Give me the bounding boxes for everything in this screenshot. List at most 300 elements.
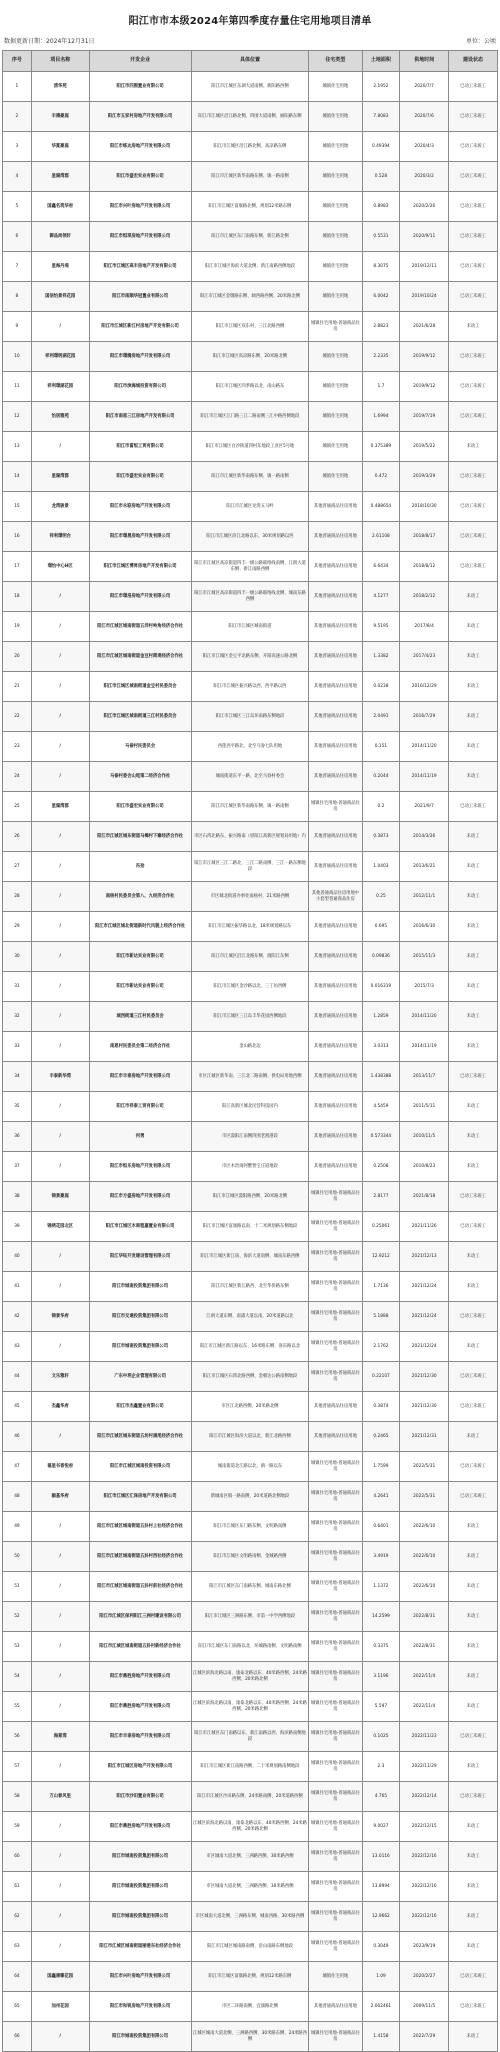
cell-location: 市区木贵岗阿蟹智宝庄道地段 <box>191 1152 309 1182</box>
cell-status: 未动工 <box>449 312 498 342</box>
cell-type: 其他普通商品住房用地 <box>309 822 362 852</box>
cell-date: 2022/12/15 <box>400 1812 449 1842</box>
cell-developer: 阳江市江城区房地产开发有限公司 <box>89 1752 191 1782</box>
cell-index: 53 <box>3 1632 32 1662</box>
cell-status: 未动工 <box>449 1422 498 1452</box>
cell-developer: 阳江市新达实业有限公司 <box>89 942 191 972</box>
cell-area: 5.1888 <box>362 1302 400 1332</box>
cell-project: 清华苑 <box>31 72 89 102</box>
cell-status: 已动工未竣工 <box>449 372 498 402</box>
cell-developer: 阳江市盛宏实业有限公司 <box>89 792 191 822</box>
cell-date: 2022/6/10 <box>400 1572 449 1602</box>
cell-developer: 阳江市城南投资集团有限公司 <box>89 1902 191 1932</box>
cell-developer: 阳江市江城区城南街道丽港东社经济合作社 <box>89 1932 191 1962</box>
cell-location: 阳江市江城区东门南路东侧、新江路北侧 <box>191 222 309 252</box>
cell-status: 未动工 <box>449 1242 498 1272</box>
page-title: 阳江市市本级2024年第四季度存量住宅用地项目清单 <box>128 16 372 27</box>
cell-index: 59 <box>3 1812 32 1842</box>
cell-developer: 阳江市盛宏实业有限公司 <box>89 162 191 192</box>
cell-index: 44 <box>3 1362 32 1392</box>
cell-date: 2019/9/12 <box>400 372 449 402</box>
cell-status: 已动工未竣工 <box>449 402 498 432</box>
cell-location: 阳江市江城区滨江北路以东、30米规划路以西 <box>191 522 309 552</box>
cell-project: 锦绣花园北区 <box>31 1212 89 1242</box>
table-row <box>3 942 498 972</box>
cell-area: 2.2335 <box>362 342 400 372</box>
table-row <box>3 1542 498 1572</box>
cell-index: 13 <box>3 432 32 462</box>
cell-status: 未动工 <box>449 762 498 792</box>
cell-project: / <box>31 942 89 972</box>
cell-location: 阳江市江城区新江路西、北至华侨路东侧 <box>191 1272 309 1302</box>
header-status: 建设状态 <box>449 51 498 72</box>
cell-project: / <box>31 1242 89 1272</box>
cell-status: 未动工 <box>449 1752 498 1782</box>
table-row <box>3 762 498 792</box>
cell-location: 阳江市江城区文明路南侧、金城路西侧 <box>191 1542 309 1572</box>
table-row <box>3 1782 498 1812</box>
cell-type: 其他普通商品住房用地 <box>309 1032 362 1062</box>
cell-index: 4 <box>3 162 32 192</box>
cell-status: 已动工未竣工 <box>449 1992 498 2022</box>
cell-type: 其他普通商品住房用地 <box>309 1422 362 1452</box>
cell-type: 城镇住宅用地-普通商品住房 <box>309 1722 362 1752</box>
cell-status: 未动工 <box>449 942 498 972</box>
cell-developer: 阳江市鼎胜房地产开发有限公司 <box>89 1812 191 1842</box>
cell-area: 0.2044 <box>362 762 400 792</box>
cell-date: 2020/7/7 <box>400 72 449 102</box>
cell-project: / <box>31 852 89 882</box>
table-row <box>3 1092 498 1122</box>
cell-date: 2022/6/10 <box>400 1542 449 1572</box>
cell-status: 未动工 <box>449 1122 498 1152</box>
cell-area: 0.016319 <box>362 972 400 1002</box>
cell-location: 阳江市江城区富康路北侧、规划12米路东侧 <box>191 1962 309 1992</box>
cell-location: 阳江市江城区白沙街道四村东地段工业区5号地 <box>191 432 309 462</box>
cell-area: 0.375389 <box>362 432 400 462</box>
table-row <box>3 1212 498 1242</box>
cell-developer: 阳江市江城区城南投资有限公司 <box>89 1452 191 1482</box>
cell-index: 66 <box>3 2022 32 2052</box>
cell-type: 其他普通商品住房用地 <box>309 1122 362 1152</box>
table-header-row <box>3 51 498 72</box>
cell-project: / <box>31 1122 89 1152</box>
cell-index: 19 <box>3 612 32 642</box>
cell-project: / <box>31 672 89 702</box>
cell-developer: 阳江市城南投资集团有限公司 <box>89 1332 191 1362</box>
cell-type: 城镇住宅用地 <box>309 342 362 372</box>
cell-index: 28 <box>3 882 32 912</box>
table-row <box>3 1752 498 1782</box>
table-row <box>3 222 498 252</box>
cell-index: 58 <box>3 1782 32 1812</box>
cell-developer: 阳江市兴叶房地产开发有限公司 <box>89 192 191 222</box>
cell-date: 2017/4/23 <box>400 642 449 672</box>
cell-project: 怡居雅苑 <box>31 402 89 432</box>
cell-type: 城镇住宅用地-普通商品住房 <box>309 1842 362 1872</box>
cell-location: 阳江市江城区金墩路东侧、阔西路西侧、20米路北侧 <box>191 282 309 312</box>
cell-status: 已动工未竣工 <box>449 72 498 102</box>
cell-date: 2019/12/11 <box>400 252 449 282</box>
cell-date: 2020/2/26 <box>400 192 449 222</box>
cell-index: 23 <box>3 732 32 762</box>
table-row <box>3 1932 498 1962</box>
cell-status: 已动工未竣工 <box>449 1062 498 1092</box>
table-row <box>3 552 498 582</box>
cell-status: 已动工未竣工 <box>449 522 498 552</box>
cell-status: 未动工 <box>449 1002 498 1032</box>
header-index: 序号 <box>3 51 32 72</box>
cell-location: 江朗大道东侧、南浦大道以南、20米道路以北 <box>191 1302 309 1332</box>
cell-type: 城镇住宅用地-普通商品住房 <box>309 1302 362 1332</box>
table-row <box>3 1662 498 1692</box>
table-row <box>3 702 498 732</box>
table-row <box>3 1482 498 1512</box>
cell-developer: 阳江市江城区城东街道马樟村下寨经济合作社 <box>89 822 191 852</box>
table-row <box>3 372 498 402</box>
cell-area: 0.151 <box>362 732 400 762</box>
cell-type: 城镇住宅用地-普通商品住房 <box>309 792 362 822</box>
cell-type: 其他普通商品住房用地 <box>309 1392 362 1422</box>
cell-date: 2021/12/13 <box>400 1242 449 1272</box>
cell-developer: 阳江市江城区保利阳江三洲村建设有限公司 <box>89 1602 191 1632</box>
cell-location: 江城区城南大道北侧、三洲路西侧、30米路东侧、24米路西侧 <box>191 2022 309 2052</box>
table-row <box>3 192 498 222</box>
cell-location: 阳江市江城区新江南路西侧、二十米规划路南侧地段 <box>191 1752 309 1782</box>
cell-area: 0.6401 <box>362 1512 400 1542</box>
table-row <box>3 642 498 672</box>
cell-area: 0.2508 <box>362 1152 400 1182</box>
cell-developer: 阳江市璟晟房地产开发有限公司 <box>89 522 191 552</box>
cell-developer: 阳江市江城区城南街道五卦村前社经济合作社 <box>89 1572 191 1602</box>
cell-location: 市区漠阳江南侧四围老渔港段 <box>191 1122 309 1152</box>
cell-date: 2013/6/21 <box>400 852 449 882</box>
cell-date: 2022/12/14 <box>400 1782 449 1812</box>
cell-index: 61 <box>3 1872 32 1902</box>
cell-type: 城镇住宅用地 <box>309 372 362 402</box>
cell-location: 阳江市江城区三江岛丰华花园西侧地段 <box>191 1002 309 1032</box>
cell-location: 江城区滨海北路以南、康泰北路以东、40米路西侧、24米路西侧、20米路北侧 <box>191 1662 309 1692</box>
cell-status: 已动工未竣工 <box>449 1212 498 1242</box>
cell-status: 未动工 <box>449 1272 498 1302</box>
cell-status: 未动工 <box>449 1092 498 1122</box>
cell-index: 62 <box>3 1902 32 1932</box>
cell-status: 未动工 <box>449 1542 498 1572</box>
cell-index: 37 <box>3 1152 32 1182</box>
cell-area: 2.1952 <box>362 72 400 102</box>
meta-bar <box>0 36 500 50</box>
cell-area: 0.3375 <box>362 1632 400 1662</box>
cell-project: 杰鑫华府 <box>31 1392 89 1422</box>
cell-type: 其他普通商品住房用地 <box>309 972 362 1002</box>
cell-type: 城镇住宅用地-普通商品住房 <box>309 1572 362 1602</box>
cell-developer: 阳江市江城区高丰房地产开发有限公司 <box>89 252 191 282</box>
cell-project: / <box>31 1572 89 1602</box>
table-row <box>3 1182 498 1212</box>
cell-index: 64 <box>3 1962 32 1992</box>
cell-project: / <box>31 1842 89 1872</box>
cell-project: / <box>31 1902 89 1932</box>
cell-status: 未动工 <box>449 852 498 882</box>
cell-area: 7.8083 <box>362 102 400 132</box>
cell-area: 1.2859 <box>362 1002 400 1032</box>
cell-status: 已动工未竣工 <box>449 1722 498 1752</box>
cell-type: 城镇住宅用地 <box>309 402 362 432</box>
cell-type: 城镇住宅用地-普通商品住房 <box>309 1872 362 1902</box>
cell-location: 阳江市江城区双东村、三江北路西侧 <box>191 312 309 342</box>
cell-developer: 阳江市城南投资集团有限公司 <box>89 2022 191 2052</box>
cell-status: 已动工未竣工 <box>449 1392 498 1422</box>
cell-type: 城镇住宅用地 <box>309 132 362 162</box>
cell-status: 未动工 <box>449 882 498 912</box>
cell-index: 26 <box>3 822 32 852</box>
table-row <box>3 1242 498 1272</box>
cell-developer: 阳江市城南投资集团有限公司 <box>89 1272 191 1302</box>
table-row <box>3 1002 498 1032</box>
cell-index: 31 <box>3 972 32 1002</box>
cell-index: 47 <box>3 1452 32 1482</box>
cell-area: 1.7136 <box>362 1272 400 1302</box>
cell-project: / <box>31 1632 89 1662</box>
cell-status: 已动工未竣工 <box>449 192 498 222</box>
cell-developer: 阳江市新达实业有限公司 <box>89 972 191 1002</box>
cell-location: 阳江市江城区振华路以北、18米规划路以东 <box>191 912 309 942</box>
cell-status: 未动工 <box>449 1032 498 1062</box>
cell-developer: 阳江市江城区城南街道五卦村新经济合作社 <box>89 1632 191 1662</box>
cell-project: / <box>31 882 89 912</box>
cell-status: 未动工 <box>449 582 498 612</box>
cell-type: 城镇住宅用地 <box>309 462 362 492</box>
cell-developer: 阳江市富恒工贸有限公司 <box>89 432 191 462</box>
cell-index: 10 <box>3 342 32 372</box>
cell-developer: 阳江市江城区汇泽房地产开发有限公司 <box>89 1482 191 1512</box>
table-row <box>3 1422 498 1452</box>
cell-index: 56 <box>3 1722 32 1752</box>
cell-project: / <box>31 1602 89 1632</box>
cell-index: 49 <box>3 1512 32 1542</box>
cell-project: 星湖湾郡 <box>31 162 89 192</box>
table-row <box>3 912 498 942</box>
cell-type: 城镇住宅用地-普通商品住房 <box>309 1662 362 1692</box>
cell-index: 55 <box>3 1692 32 1722</box>
cell-status: 未动工 <box>449 2022 498 2052</box>
cell-date: 2019/3/29 <box>400 462 449 492</box>
table-row <box>3 492 498 522</box>
table-row <box>3 792 498 822</box>
cell-project: 祥利璟明湖花园 <box>31 342 89 372</box>
cell-developer: 阳江市江城区新江村房地产开发有限公司 <box>89 312 191 342</box>
table-row <box>3 1842 498 1872</box>
cell-status: 已动工未竣工 <box>449 792 498 822</box>
cell-index: 48 <box>3 1482 32 1512</box>
cell-developer: 阳江市江城区城东街道五坊村涌尾经济合作社 <box>89 1422 191 1452</box>
cell-index: 25 <box>3 792 32 822</box>
cell-area: 8.3075 <box>362 252 400 282</box>
cell-area: 0.3874 <box>362 1392 400 1422</box>
table-row <box>3 1632 498 1662</box>
cell-developer: 阳江市恒琪房地产开发有限公司 <box>89 222 191 252</box>
cell-type: 城镇住宅用地-普通商品住房 <box>309 1542 362 1572</box>
cell-date: 2020/7/6 <box>400 102 449 132</box>
cell-type: 城镇住宅用地-普通商品住房 <box>309 2022 362 2052</box>
cell-type: 其他普通商品住房用地 <box>309 1062 362 1092</box>
cell-status: 未动工 <box>449 1512 498 1542</box>
table-row <box>3 1902 498 1932</box>
table-row <box>3 1362 498 1392</box>
cell-date: 2015/7/3 <box>400 972 449 1002</box>
cell-developer: 广东中玥企业管理有限公司 <box>89 1362 191 1392</box>
table-row <box>3 672 498 702</box>
cell-area: 0.0238 <box>362 672 400 702</box>
cell-type: 其他普通商品住房用地 <box>309 1002 362 1032</box>
cell-location: 阳江市江城区新华南路东侧、镇一路南侧 <box>191 462 309 492</box>
cell-index: 8 <box>3 282 32 312</box>
cell-date: 2022/6/10 <box>400 1512 449 1542</box>
cell-status: 未动工 <box>449 672 498 702</box>
cell-location: 阳江市江城区沿江北路东侧、渡阳江东侧 <box>191 942 309 972</box>
cell-area: 0.2 <box>362 792 400 822</box>
cell-index: 24 <box>3 762 32 792</box>
cell-project: 国鑫康臻花园 <box>31 1962 89 1992</box>
cell-developer: 阳江市兴叶房地产开发有限公司 <box>89 1962 191 1992</box>
cell-developer: 阳江市方盛房地产开发有限公司 <box>89 1182 191 1212</box>
table-row <box>3 1692 498 1722</box>
cell-area: 9.5195 <box>362 612 400 642</box>
cell-date: 2021/11/26 <box>400 1212 449 1242</box>
cell-type: 城镇住宅用地 <box>309 72 362 102</box>
cell-date: 2022/11/4 <box>400 1662 449 1692</box>
cell-index: 38 <box>3 1182 32 1212</box>
table-row <box>3 162 498 192</box>
cell-index: 7 <box>3 252 32 282</box>
cell-date: 2022/12/16 <box>400 1902 449 1932</box>
cell-status: 已动工未竣工 <box>449 492 498 522</box>
cell-date: 2023/9/19 <box>400 1932 449 1962</box>
cell-status: 未动工 <box>449 1812 498 1842</box>
cell-project: 万山春风里 <box>31 1782 89 1812</box>
cell-project: / <box>31 702 89 732</box>
cell-area: 0.8983 <box>362 192 400 222</box>
cell-project: 丰禧豪庭 <box>31 102 89 132</box>
cell-area: 2.002461 <box>362 1992 400 2022</box>
cell-location: 阳江市江城区东门南路东侧、城南东路北侧 <box>191 1572 309 1602</box>
cell-type: 城镇住宅用地-普通商品住房 <box>309 1932 362 1962</box>
cell-project: / <box>31 822 89 852</box>
cell-project: 丰泰新华湾 <box>31 1062 89 1092</box>
cell-date: 2018/2/12 <box>400 582 449 612</box>
cell-status: 未动工 <box>449 1842 498 1872</box>
cell-location: 阳江市江城区城南路南侧、沿山南路东侧地段 <box>191 1932 309 1962</box>
cell-index: 43 <box>3 1332 32 1362</box>
cell-area: 9.0027 <box>362 1812 400 1842</box>
cell-developer: 阳江市滨海城投资有限公司 <box>89 372 191 402</box>
cell-project: 国鑫名筑华府 <box>31 192 89 222</box>
table-row <box>3 1992 498 2022</box>
cell-developer: 阳江市丰泰房地产开发有限公司 <box>89 1062 191 1092</box>
cell-index: 45 <box>3 1392 32 1422</box>
cell-developer: 阳江市城南投资集团有限公司 <box>89 1842 191 1872</box>
cell-developer: 冯劲 <box>89 852 191 882</box>
table-row <box>3 252 498 282</box>
cell-type: 城镇住宅用地-普通商品住房 <box>309 1782 362 1812</box>
cell-location: 市区江北路西侧、20米路北侧 <box>191 1392 309 1422</box>
cell-project: 锦景豪庭 <box>31 1182 89 1212</box>
cell-project: / <box>31 1332 89 1362</box>
cell-area: 2.0491 <box>362 702 400 732</box>
cell-location: 阳江市江城区新华南路东侧、镇一路南侧 <box>191 792 309 822</box>
cell-index: 21 <box>3 672 32 702</box>
cell-date: 2016/6/30 <box>400 912 449 942</box>
header-date: 供地时间 <box>400 51 449 72</box>
cell-index: 41 <box>3 1272 32 1302</box>
cell-date: 2014/11/19 <box>400 1032 449 1062</box>
cell-status: 已动工未竣工 <box>449 1302 498 1332</box>
cell-status: 已动工未竣工 <box>449 342 498 372</box>
cell-developer: 何勇 <box>89 1122 191 1152</box>
cell-project: 祥利璟明台 <box>31 522 89 552</box>
header-location: 具体位置 <box>191 51 309 72</box>
cell-location: 阳江市江城区沿江路北侧、四围大道南侧、丽阳路东侧 <box>191 102 309 132</box>
cell-location: 城南街道东平一路、北至马眷村委会 <box>191 762 309 792</box>
cell-area: 0.22107 <box>362 1362 400 1392</box>
cell-location: 阳江市江城区城南街道 <box>191 612 309 642</box>
cell-developer: 阳江市江城区城南街道金豆村民委员会 <box>89 672 191 702</box>
cell-area: 2.8823 <box>362 312 400 342</box>
cell-status: 已动工未竣工 <box>449 1452 498 1482</box>
table-row <box>3 462 498 492</box>
table-row <box>3 732 498 762</box>
cell-date: 2022/12/16 <box>400 1842 449 1872</box>
cell-status: 未动工 <box>449 1932 498 1962</box>
table-row <box>3 1122 498 1152</box>
cell-project: / <box>31 642 89 672</box>
cell-project: 祥利璟湖花园 <box>31 372 89 402</box>
cell-status: 已动工未竣工 <box>449 1482 498 1512</box>
cell-status: 未动工 <box>449 1332 498 1362</box>
cell-developer: 阳江市璟腾房地产开发有限公司 <box>89 342 191 372</box>
cell-developer: 阳江市江城区城南街道五卦村西社经济合作社 <box>89 1542 191 1572</box>
cell-area: 0.528 <box>362 162 400 192</box>
cell-project: / <box>31 1872 89 1902</box>
cell-developer: 马眷村委会山尾第二经济合作社 <box>89 762 191 792</box>
cell-status: 已动工未竣工 <box>449 252 498 282</box>
cell-area: 0.472 <box>362 462 400 492</box>
cell-type: 城镇住宅用地-普通商品住房 <box>309 1692 362 1722</box>
cell-index: 14 <box>3 462 32 492</box>
table-row <box>3 1572 498 1602</box>
cell-project: 加州花园 <box>31 1992 89 2022</box>
cell-index: 60 <box>3 1842 32 1872</box>
cell-location: 阳江市江城区新江南、海滨大道南侧、城南东路西侧 <box>191 1242 309 1272</box>
cell-developer: 阳江市璟洛房地产开发有限公司 <box>89 582 191 612</box>
table-row <box>3 1722 498 1752</box>
cell-area: 1.6994 <box>362 402 400 432</box>
cell-type: 城镇住宅用地 <box>309 252 362 282</box>
table-row <box>3 1272 498 1302</box>
cell-date: 2021/12/24 <box>400 1272 449 1302</box>
cell-area: 0.25061 <box>362 1212 400 1242</box>
cell-location: 阳江市江城区三江二路北、三江二路南侧、三江一路东侧地段 <box>191 852 309 882</box>
cell-status: 已动工未竣工 <box>449 282 498 312</box>
cell-type: 城镇住宅用地-普通商品住房 <box>309 1272 362 1302</box>
cell-index: 16 <box>3 522 32 552</box>
cell-status: 未动工 <box>449 1572 498 1602</box>
cell-area: 1.7599 <box>362 1452 400 1482</box>
cell-status: 已动工未竣工 <box>449 552 498 582</box>
cell-type: 其他普通商品住房用地 <box>309 522 362 552</box>
cell-index: 5 <box>3 192 32 222</box>
cell-developer: 阳江市杰鑫置业有限公司 <box>89 1392 191 1422</box>
